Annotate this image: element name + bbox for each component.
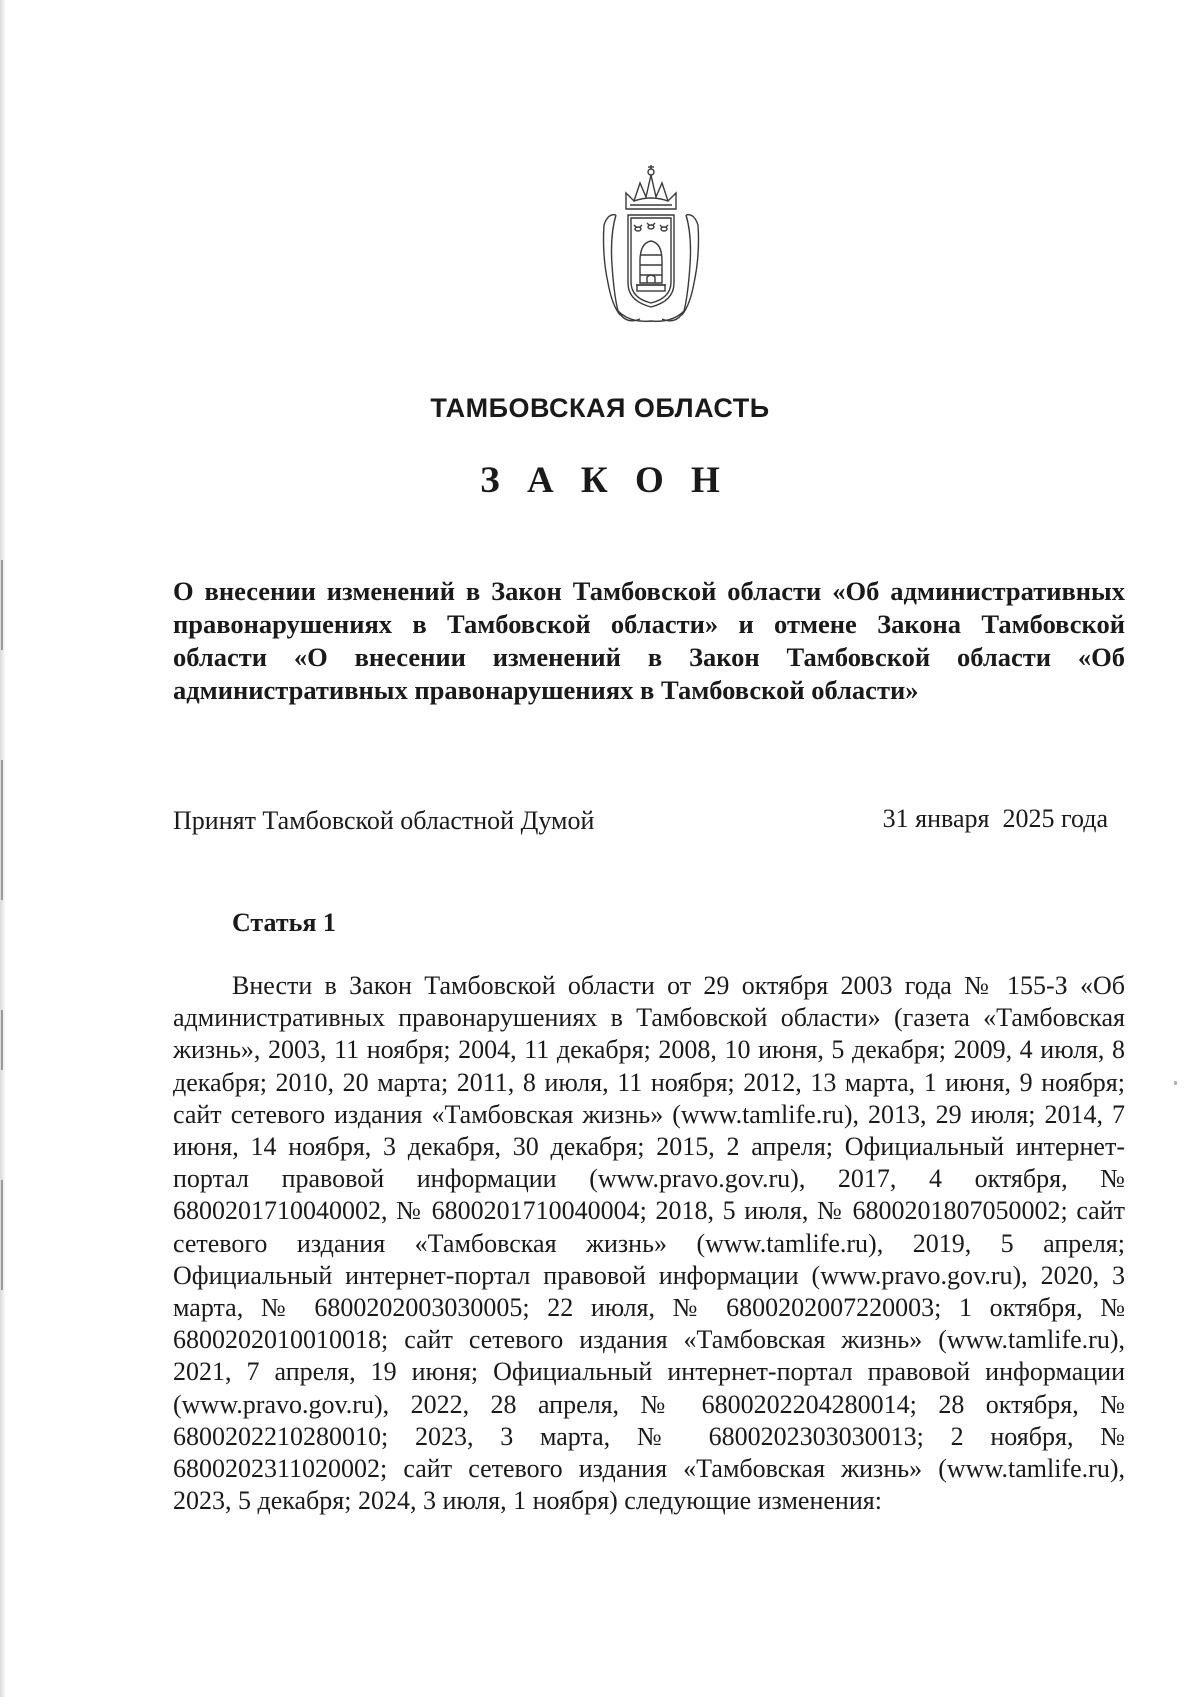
- scan-mark: [1, 1010, 3, 1070]
- region-title: ТАМБОВСКАЯ ОБЛАСТЬ: [430, 393, 770, 423]
- scan-speck: [1174, 1081, 1177, 1085]
- scan-mark: [1, 760, 3, 900]
- document-type-title: З А К О Н: [480, 460, 729, 501]
- tambov-coat-of-arms-icon: [596, 165, 706, 325]
- adoption-date: 31 января 2025 года: [882, 804, 1108, 833]
- scan-mark: [1, 1180, 3, 1290]
- adopted-by-text: Принят Тамбовской областной Думой: [173, 806, 595, 835]
- scan-mark: [1, 560, 3, 650]
- article-1-body: Внести в Закон Тамбовской области от 29 октября 2003 года № 155-З «Об административных правонарушениях в Тамбовской области» (газета «Тамбовская жизнь», 2003, 11 ноября; 2004, 11 декабря; 2008, 10 июня, 5 декабря; 2009, 4 июля, 8 декабря; 2010, 20 марта; 2011, 8 июля, 11 ноября; 2012, 13 марта, 1 июня, 9 ноября; сайт сетевого издания «Тамбовская жизнь» (www.tamlife.ru), 2013, 29 июля; 2014, 7 июня, 14 ноября, 3 декабря, 30 декабря; 2015, 2 апреля; Официальный интернет-портал правовой информации (www.pravo.gov.ru), 2017, 4 октября, № 6800201710040002, № 6800201710040004; 2018, 5 июля, № 6800201807050002; сайт сетевого издания «Тамбовская жизнь» (www.tamlife.ru), 2019, 5 апреля; Официальный интернет-портал правовой информации (www.pravo.gov.ru), 2020, 3 марта, № 6800202003030005; 22 июля, № 6800202007220003; 1 октября, № 6800202010010018; сайт сетевого издания «Тамбовская жизнь» (www.tamlife.ru), 2021, 7 апреля, 19 июня; Официальный интернет-портал правовой информации (www.pravo.gov.ru), 2022, 28 апреля, № 6800202204280014; 28 октября, № 6800202210280010; 2023, 3 марта, № 6800202303030013; 2 ноября, № 6800202311020002; сайт сетевого издания «Тамбовская жизнь» (www.tamlife.ru), 2023, 5 декабря; 2024, 3 июля, 1 ноября) следующие изменения:: [173, 971, 1125, 1516]
- article-1-heading: Статья 1: [232, 908, 336, 937]
- law-subject-title: О внесении изменений в Закон Тамбовской области «Об административных правонарушениях в Тамбовской области» и отмене Закона Тамбовской области «О внесении изменений в Закон Тамбовской области «Об административных правонарушениях в Тамбовской области»: [173, 576, 1125, 705]
